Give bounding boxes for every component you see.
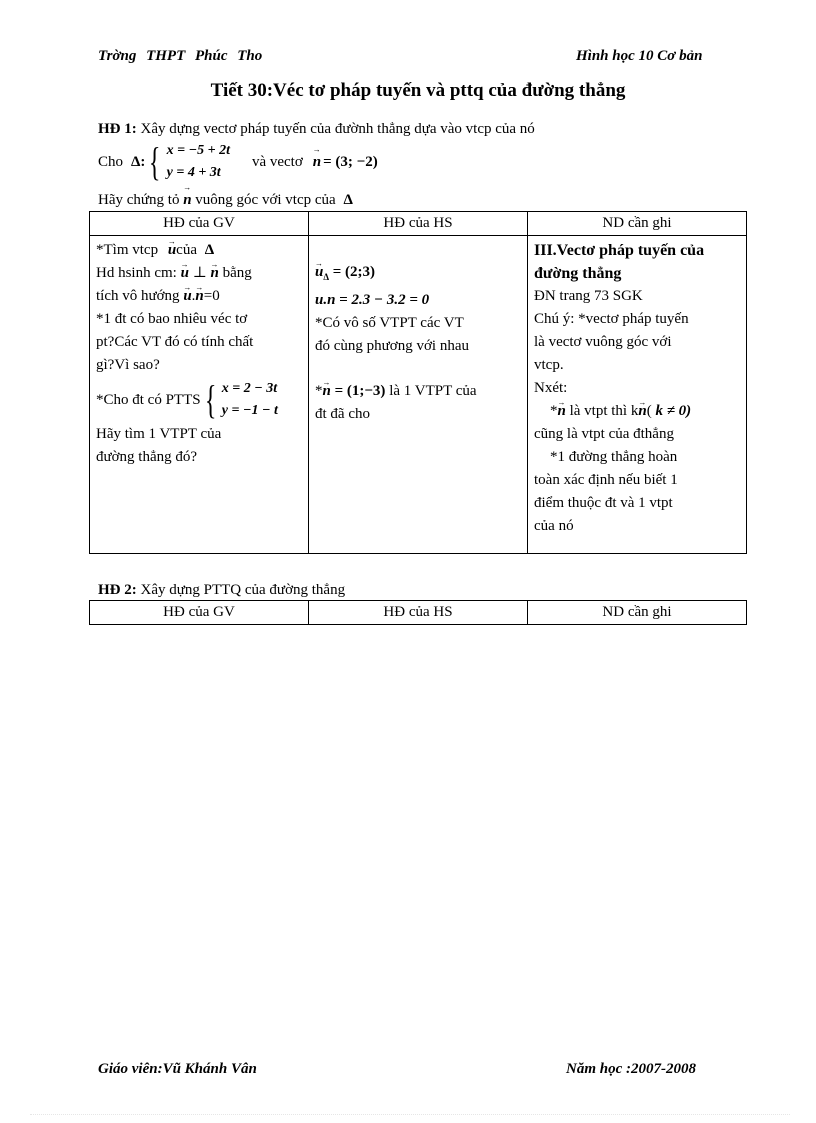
hd1-text: Xây dựng vectơ pháp tuyến của đườnh thẳng dựa vào vtcp của nó (140, 121, 535, 137)
col-header-hs: HĐ của HS (309, 212, 528, 236)
prove-prefix: Hãy chứng tỏ (98, 192, 180, 208)
page-title: Tiết 30:Véc tơ pháp tuyến và pttq của đường thẳng (210, 80, 626, 101)
activity-table-1 (89, 211, 747, 554)
vector-u: → u (168, 239, 176, 262)
delta-label: Δ: (131, 153, 146, 170)
system2-eq-y: y = −1 − t (221, 403, 278, 418)
delta-subscript: Δ (323, 272, 329, 282)
given-prefix: Cho (98, 153, 124, 170)
hs-line (315, 380, 521, 403)
col-header-nd: ND cần ghi (528, 212, 747, 236)
system-eq-y: y = 4 + 3t (166, 165, 221, 180)
nd-cell (528, 236, 747, 554)
nd-condition: k ≠ 0) (655, 403, 692, 419)
prove-n: → n (183, 192, 191, 209)
nd-text: là vtpt thì k (569, 403, 639, 419)
nd-line: của nó (534, 518, 574, 534)
table-row (90, 236, 747, 554)
table-header-row (90, 212, 747, 236)
gv-line (96, 377, 302, 423)
nd-line: Nxét: (534, 380, 568, 396)
vector-n: → n (313, 154, 321, 171)
col-header-gv: HĐ của GV (90, 601, 309, 625)
vector-n: → n (195, 285, 203, 308)
nd-heading: đường thẳng (534, 265, 622, 282)
gv-text: =0 (203, 288, 220, 304)
col-header-gv: HĐ của GV (90, 212, 309, 236)
prove-delta: Δ (343, 192, 353, 208)
vector-n: → n (558, 400, 566, 423)
vector-value: = (3; −2) (323, 153, 378, 170)
prove-suffix: vuông góc với vtcp của (195, 192, 336, 208)
system2-eq-x: x = 2 − 3t (221, 381, 278, 396)
nd-line (534, 400, 740, 423)
hs-value: = (2;3) (332, 264, 376, 280)
gv-line: *1 đt có bao nhiêu véc tơ (96, 311, 248, 327)
system-eq-x: x = −5 + 2t (166, 143, 230, 158)
nd-text: ( (646, 403, 652, 419)
gv-cell (90, 236, 309, 554)
nd-line: vtcp. (534, 357, 564, 373)
brace-icon: { (149, 139, 161, 184)
vector-text: và vectơ (251, 153, 303, 170)
hs-line: u.n = 2.3 − 3.2 = 0 (315, 292, 430, 308)
hs-text: * (315, 383, 323, 399)
nd-line: toàn xác định nếu biết 1 (534, 472, 678, 488)
nd-line: ĐN trang 73 SGK (534, 288, 643, 304)
hd1-prove (98, 192, 353, 209)
col-header-nd: ND cần ghi (528, 601, 747, 625)
gv-text: Hd hsinh cm: (96, 265, 177, 281)
dot-symbol: . (191, 288, 196, 304)
nd-line: điểm thuộc đt và 1 vtpt (534, 495, 673, 511)
gv-text: tích vô hướng (96, 288, 180, 304)
nd-line: là vectơ vuông góc với (534, 334, 672, 350)
nd-heading: III.Vectơ pháp tuyến của (534, 242, 705, 259)
hd2-line (98, 582, 345, 599)
param-system-2 (201, 378, 278, 422)
footer-year: Năm học :2007-2008 (566, 1061, 696, 1077)
hd1-label: HĐ 1: (98, 121, 137, 137)
delta-symbol: Δ (204, 242, 215, 258)
header-school: Trờng THPT Phúc Tho (98, 48, 263, 64)
nd-line: cũng là vtpt của đthẳng (534, 426, 674, 442)
footer-teacher: Giáo viên:Vũ Khánh Vân (98, 1061, 257, 1077)
gv-line: gì?Vì sao? (96, 357, 160, 373)
hd2-text: Xây dựng PTTQ của đường thẳng (140, 582, 346, 598)
nd-text: * (550, 403, 558, 419)
hs-line (315, 261, 521, 289)
vector-u: → u (183, 285, 191, 308)
gv-text: bằng (222, 265, 252, 281)
gv-text: *Cho đt có PTTS (96, 391, 201, 408)
hs-line: *Có vô số VTPT các VT (315, 315, 464, 331)
brace-icon: { (204, 377, 216, 422)
hd1-line (98, 121, 535, 138)
gv-line: pt?Các VT đó có tính chất (96, 334, 254, 350)
gv-text: *Tìm vtcp (96, 242, 159, 258)
header-subject: Hình học 10 Cơ bản (576, 48, 703, 64)
hd2-label: HĐ 2: (98, 582, 137, 598)
gv-line (96, 285, 302, 308)
vector-n: → n (323, 380, 331, 403)
nd-line: *1 đường thẳng hoàn (550, 449, 678, 465)
gv-line: Hãy tìm 1 VTPT của (96, 426, 222, 442)
hs-value: = (1;−3) (334, 383, 386, 399)
activity-table-2 (89, 600, 747, 625)
gv-text: của (176, 242, 197, 258)
table-header-row (90, 601, 747, 625)
param-system (145, 140, 230, 184)
nd-line: Chú ý: *vectơ pháp tuyến (534, 311, 689, 327)
hs-line: đó cùng phương với nhau (315, 338, 469, 354)
col-header-hs: HĐ của HS (309, 601, 528, 625)
vector-u: → u (315, 261, 323, 284)
perp-symbol: ⊥ (192, 265, 207, 281)
hd1-given (98, 140, 378, 184)
page-divider (30, 1114, 790, 1115)
hs-line: đt đã cho (315, 406, 370, 422)
gv-line (96, 239, 302, 262)
gv-line: đường thẳng đó? (96, 449, 198, 465)
hs-cell (309, 236, 528, 554)
vector-n: → n (211, 262, 219, 285)
hs-text: là 1 VTPT của (389, 383, 477, 399)
vector-n: → n (638, 400, 646, 423)
vector-u: → u (181, 262, 189, 285)
